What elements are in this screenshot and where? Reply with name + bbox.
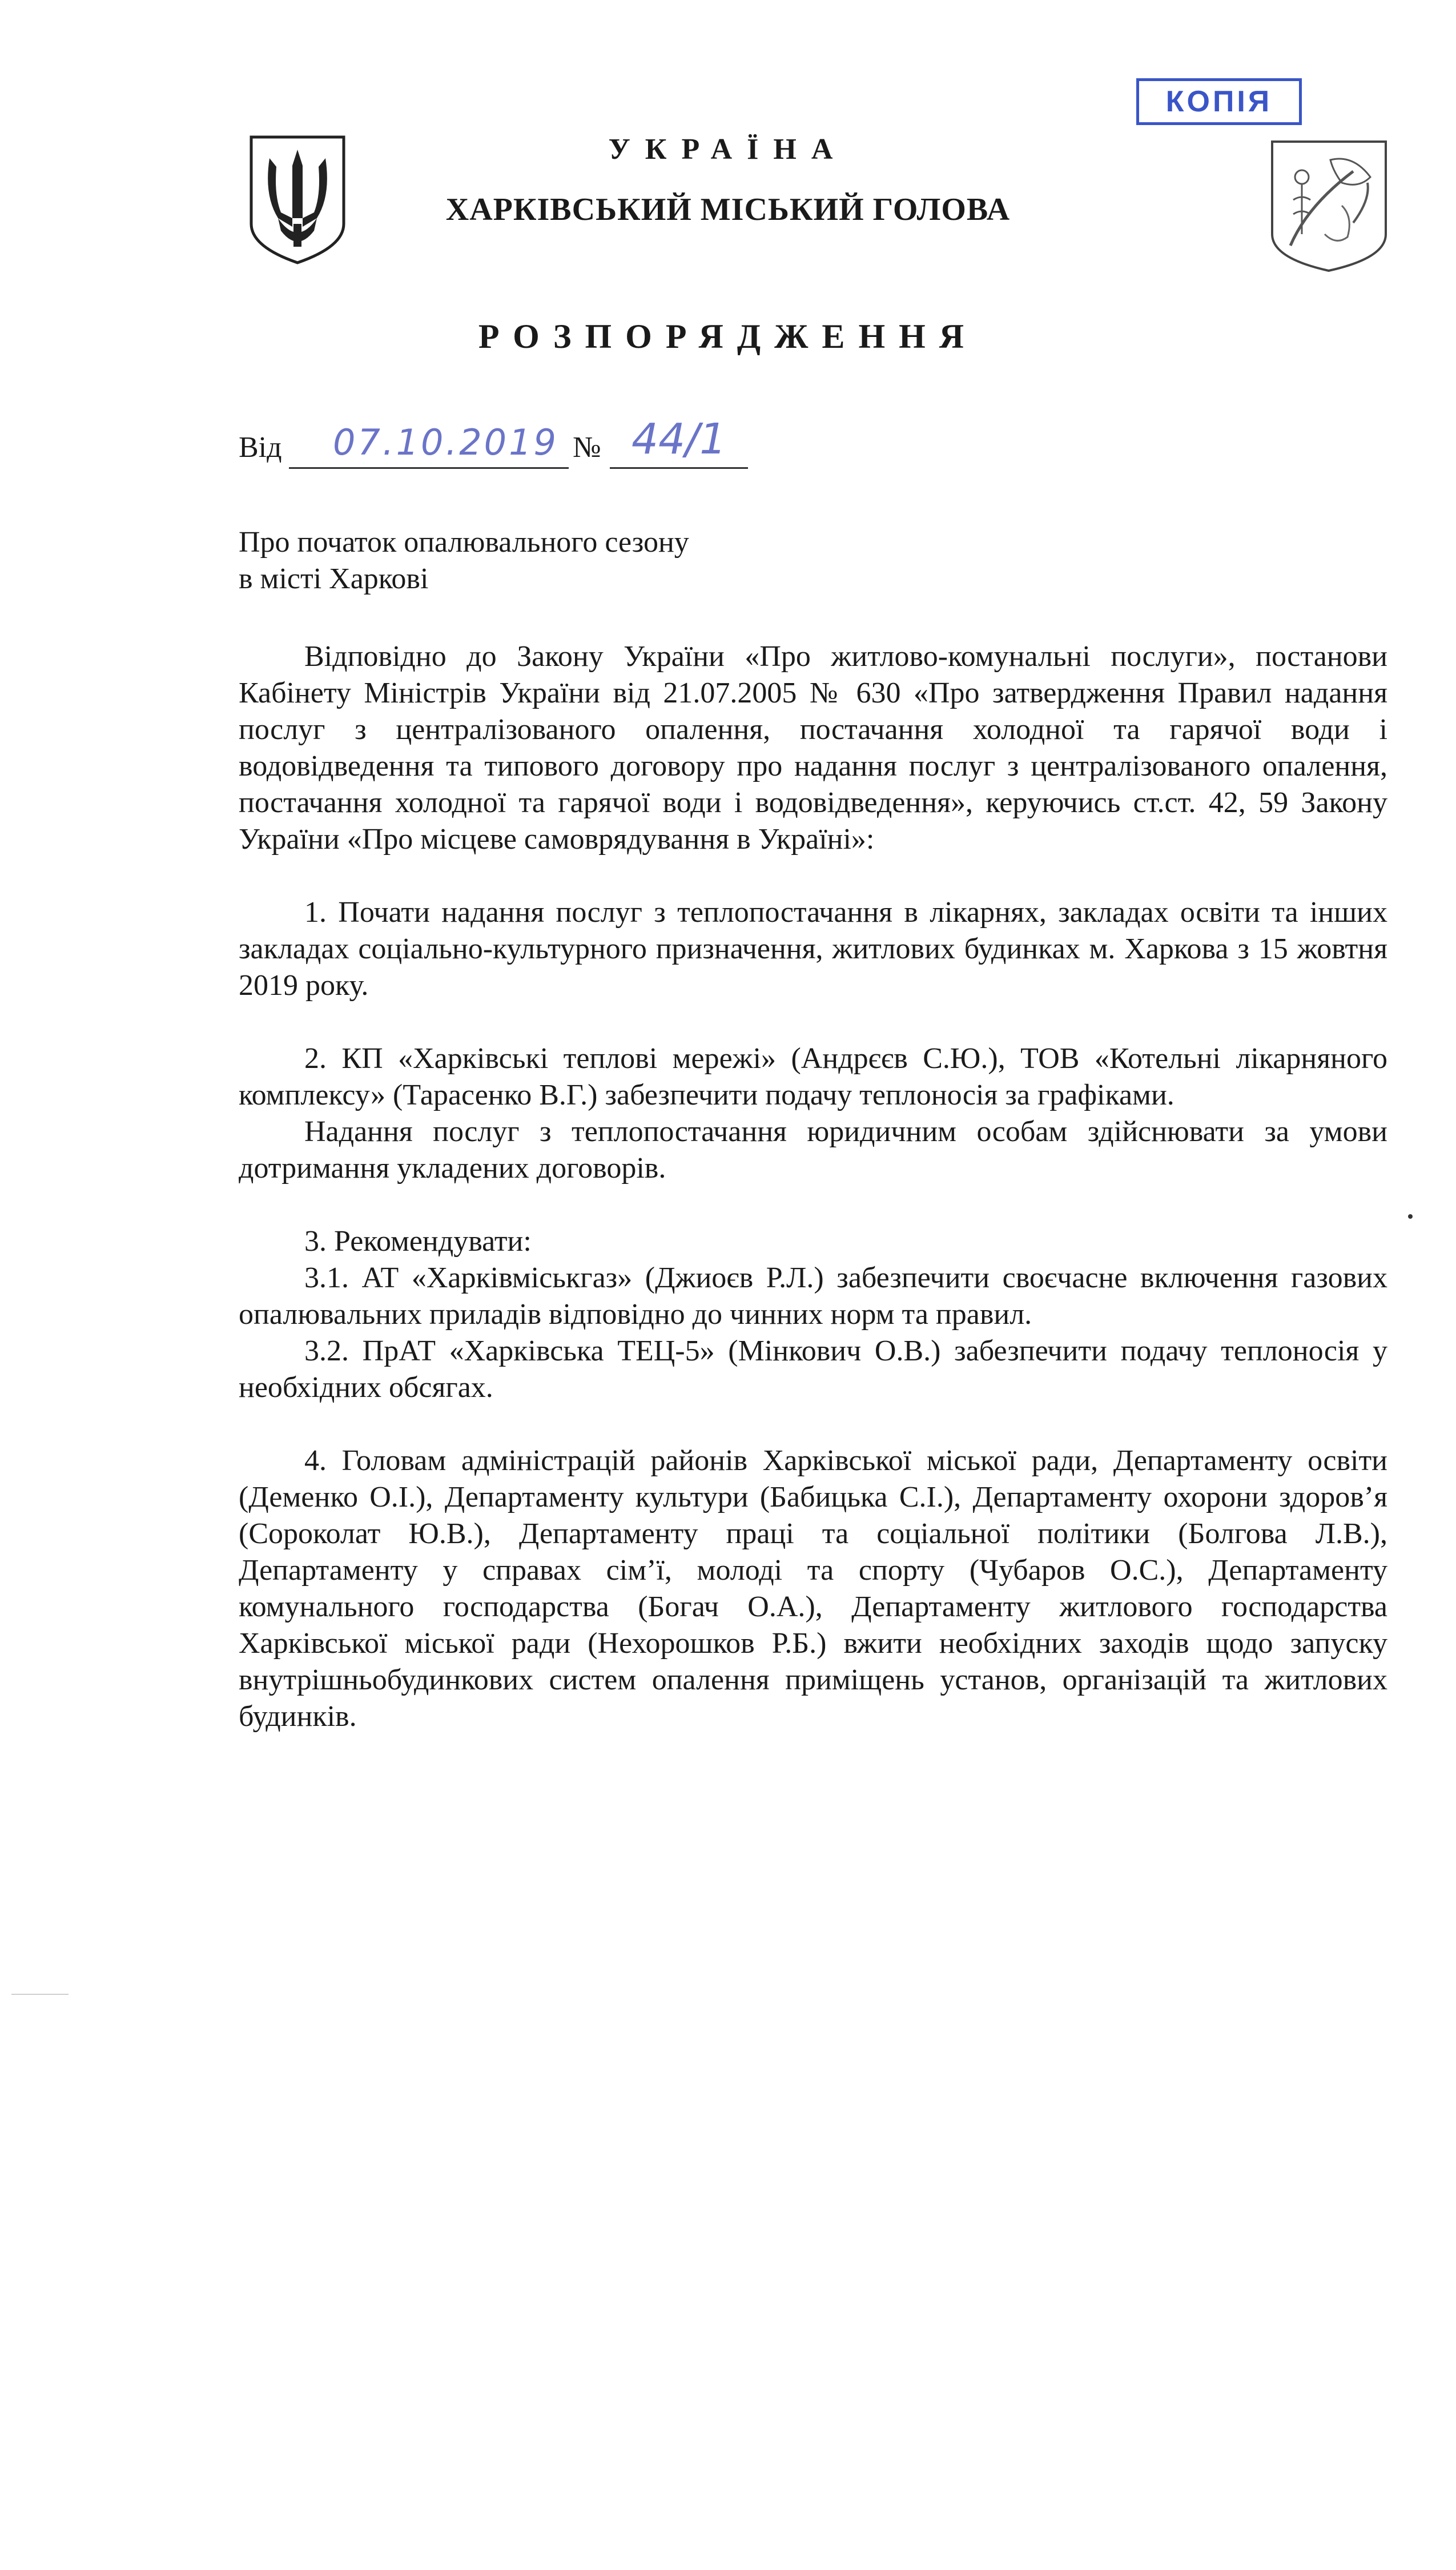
- number-underline: [610, 467, 748, 469]
- number-label: №: [573, 431, 601, 464]
- item-3-paragraph: 3. Рекомендувати:: [304, 1225, 532, 1258]
- date-label: Від: [239, 431, 282, 464]
- date-number-line: [239, 417, 810, 480]
- number-value: 44/1: [632, 415, 727, 464]
- subject-line: в місті Харкові: [239, 563, 429, 595]
- item-2-paragraph: 2. КП «Харківські теплові мережі» (Андрєєв С.Ю.), ТОВ «Котельні лікарняного комплексу» (Тарасенко В.Г.) забезпечити подачу теплоносія за графіками.: [239, 1042, 1387, 1111]
- document-subject: [239, 524, 924, 597]
- item-2-extra-paragraph: Надання послуг з теплопостачання юридичним особам здійснювати за умови дотримання укладених договорів.: [239, 1115, 1387, 1184]
- scan-dot: [1408, 1214, 1413, 1219]
- item-1-paragraph: 1. Почати надання послуг з теплопостачання в лікарнях, закладах освіти та інших закладах соціально-культурного призначення, житлових будинках м. Харкова з 15 жовтня 2019 року.: [239, 896, 1387, 1002]
- item-3-2-paragraph: 3.2. ПрАТ «Харківська ТЕЦ-5» (Мінкович О.В.) забезпечити подачу теплоносія у необхідних обсягах.: [239, 1335, 1387, 1404]
- subject-line: Про початок опалювального сезону: [239, 526, 689, 559]
- date-underline: [289, 467, 569, 469]
- date-value: 07.10.2019: [333, 421, 558, 463]
- document-body: [239, 639, 1387, 1735]
- document-type-heading: РОЗПОРЯДЖЕННЯ: [478, 318, 978, 355]
- item-4-paragraph: 4. Головам адміністрацій районів Харківської міської ради, Департаменту освіти (Деменко О.І.), Департаменту культури (Бабицька С.І.), Департаменту охорони здоров’я (Сороколат Ю.В.), Департаменту праці та соціальної політики (Болгова Л.В.), Департаменту у справах сім’ї, молоді та спорту (Чубаров О.С.), Департаменту комунального господарства (Богач О.А.), Департаменту житлового господарства Харківської міської ради (Нехорошков Р.Б.) вжити необхідних заходів щодо запуску внутрішньобудинкових систем опалення приміщень установ, організацій та житлових будинків.: [239, 1444, 1387, 1733]
- country-heading: УКРАЇНА: [608, 133, 848, 166]
- item-3-1-paragraph: 3.1. АТ «Харківміськгаз» (Джиоєв Р.Л.) забезпечити своєчасне включення газових опалювальних приладів відповідно до чинних норм та правил.: [239, 1262, 1387, 1331]
- preamble-paragraph: Відповідно до Закону України «Про житлово-комунальні послуги», постанови Кабінету Міністрів України від 21.07.2005 № 630 «Про затвердження Правил надання послуг з централізованого опалення, постачання холодної та гарячої води і водовідведення та типового договору про надання послуг з централізованого опалення, постачання холодної та гарячої води і водовідведення», керуючись ст.ст. 42, 59 Закону України «Про місцеве самоврядування в Україні»:: [239, 640, 1387, 856]
- office-heading: ХАРКІВСЬКИЙ МІСЬКИЙ ГОЛОВА: [445, 192, 1011, 227]
- copy-stamp: КОПІЯ: [1136, 78, 1302, 125]
- scan-line: [11, 1994, 69, 1995]
